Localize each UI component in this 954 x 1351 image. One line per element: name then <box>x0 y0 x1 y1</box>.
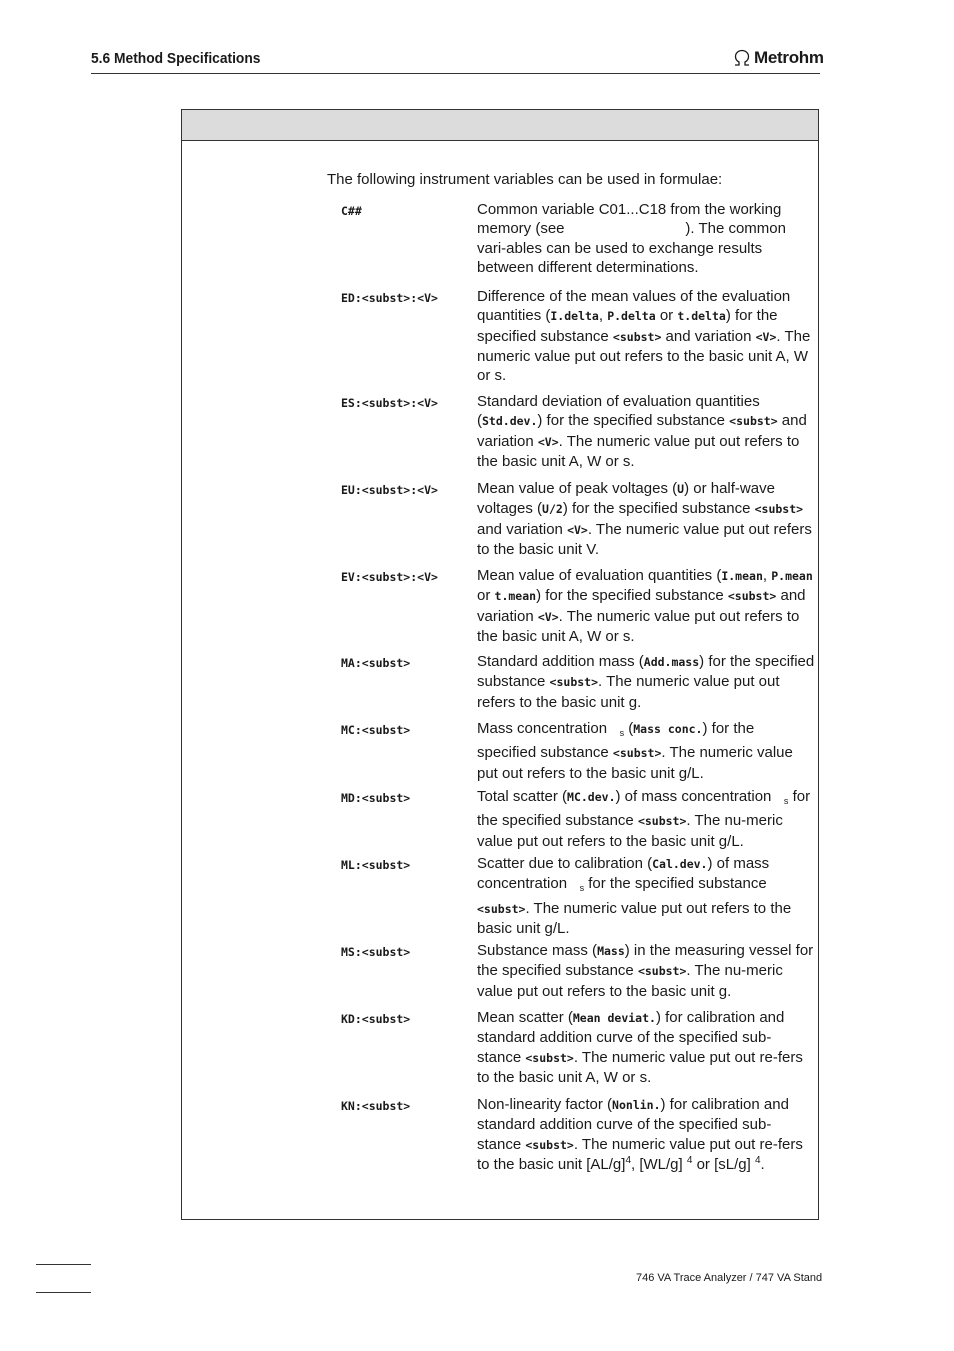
variable-description <box>477 479 815 559</box>
box-header-bar <box>182 110 818 141</box>
subscript: s <box>619 728 625 738</box>
footer-product-name: 746 VA Trace Analyzer / 747 VA Stand <box>636 1272 823 1284</box>
inline-code: <subst> <box>637 964 687 979</box>
text-run <box>569 220 686 237</box>
inline-code: P.delta <box>607 309 656 324</box>
variable-code: C## <box>341 204 362 218</box>
text-run: , <box>762 567 772 584</box>
inline-code: <subst> <box>549 675 599 690</box>
variable-code: ML:<subst> <box>341 858 411 872</box>
text-run: . The numeric value put out re-fers to the basic unit [AL/g] <box>477 1135 803 1173</box>
inline-code: <V> <box>537 434 559 449</box>
variable-description <box>477 719 815 783</box>
variable-code: MS:<subst> <box>341 945 411 959</box>
inline-code: P.mean <box>771 569 813 583</box>
inline-code: U <box>677 482 685 496</box>
superscript: 4 <box>625 1154 631 1166</box>
text-run: ( <box>624 720 634 737</box>
text-run: ) in the measuring vessel for the specified substance <box>477 942 814 980</box>
variable-description <box>477 1008 815 1087</box>
text-run: and variation <box>477 412 807 450</box>
text-run: for the specified substance <box>584 875 767 893</box>
variable-description <box>477 566 815 646</box>
text-run: and variation <box>661 327 756 345</box>
inline-code: <subst> <box>754 502 804 517</box>
inline-code: t.delta <box>677 309 726 324</box>
text-run: ) for calibration and standard addition curve of the specified sub-stance <box>477 1096 789 1153</box>
footer-rule-top <box>36 1264 91 1265</box>
inline-code: <subst> <box>612 746 662 761</box>
inline-code: I.mean <box>721 569 763 583</box>
inline-code: Cal.dev. <box>652 857 708 871</box>
text-run: Total scatter ( <box>477 788 568 805</box>
text-run: and variation <box>477 520 568 538</box>
text-run: . The numeric value put out re-fers to the basic unit A, W or s. <box>477 1048 803 1086</box>
variable-code: ES:<subst>:<V> <box>341 396 438 410</box>
text-run: . The numeric value put out refers to the basic unit g/L. <box>477 899 792 937</box>
inline-code: <subst> <box>612 329 662 344</box>
text-run: Mean scatter ( <box>477 1009 573 1026</box>
text-run: Standard addition mass ( <box>477 653 644 670</box>
inline-code: <subst> <box>727 589 777 604</box>
subscript: s <box>783 796 789 806</box>
variable-description <box>477 200 815 277</box>
text-run: or <box>655 307 678 325</box>
section-title: 5.6 Method Specifications <box>91 50 261 67</box>
text-run: ) for the specified substance <box>477 653 815 691</box>
variable-description <box>477 392 815 471</box>
text-run: . The nu-meric value put out refers to the basic unit g/L. <box>477 812 783 850</box>
intro-text: The following instrument variables can be used in formulae: <box>327 171 723 188</box>
text-run: Common variable C01...C18 from the working memory (see <box>477 201 782 238</box>
variable-code: ED:<subst>:<V> <box>341 291 438 305</box>
footer-rule-bottom <box>36 1292 91 1293</box>
text-run: ) for the specified substance <box>477 720 755 762</box>
brand-logo <box>732 48 824 68</box>
text-run: ) of mass concentration <box>477 855 770 893</box>
text-run: Non-linearity factor ( <box>477 1096 613 1113</box>
inline-code: Mass <box>597 944 625 958</box>
superscript: 4 <box>754 1154 761 1166</box>
variable-description <box>477 652 815 712</box>
text-run: or [sL/g] <box>692 1155 755 1173</box>
text-run: . The numeric value put out refers to the basic unit g/L. <box>477 744 793 782</box>
text-run: . <box>760 1155 765 1173</box>
text-run: , [WL/g] <box>631 1155 687 1173</box>
inline-code: <V> <box>755 329 777 344</box>
variable-code: KD:<subst> <box>341 1012 411 1026</box>
variable-code: KN:<subst> <box>341 1099 411 1113</box>
text-run: . The numeric value put out refers to the basic unit A, W or s. <box>477 327 811 385</box>
text-run: and variation <box>477 587 806 625</box>
inline-code: Nonlin. <box>612 1098 661 1112</box>
variable-code: MC:<subst> <box>341 723 411 737</box>
inline-code: Mass conc. <box>633 722 703 736</box>
variable-description <box>477 941 815 1001</box>
subscript: s <box>579 883 585 894</box>
text-run: ). The common vari-ables can be used to exchange results between different determinations. <box>477 220 786 276</box>
text-run: Mean value of peak voltages ( <box>477 480 678 497</box>
text-run: , <box>598 307 608 325</box>
text-run: Mean value of evaluation quantities ( <box>477 567 722 584</box>
variable-description <box>477 1095 815 1174</box>
text-run: ) of mass concentration <box>615 788 784 805</box>
variable-description <box>477 854 815 938</box>
inline-code: t.mean <box>494 589 537 604</box>
text-run: ) for the specified substance <box>562 500 755 518</box>
text-run: Substance mass ( <box>477 942 598 959</box>
omega-logo-icon <box>732 49 752 67</box>
brand-name: Metrohm <box>754 48 824 67</box>
inline-code: <subst> <box>525 1137 574 1152</box>
inline-code: Mean deviat. <box>572 1011 656 1025</box>
text-run: . The numeric value put out refers to the basic unit V. <box>477 520 812 558</box>
text-run: ) for the specified substance <box>477 307 778 345</box>
header-rule <box>91 73 820 74</box>
text-run: . The numeric value put out refers to the basic unit A, W or s. <box>477 607 800 645</box>
inline-code: U/2 <box>542 502 563 517</box>
inline-code: <subst> <box>637 814 687 829</box>
variable-code: MD:<subst> <box>341 791 411 805</box>
text-run: . The nu-meric value put out refers to the basic unit g. <box>477 962 783 1000</box>
inline-code: <V> <box>567 522 588 537</box>
text-run: ) for the specified substance <box>536 587 728 605</box>
variable-code: MA:<subst> <box>341 656 411 670</box>
text-run: ) or half-wave voltages ( <box>477 480 775 518</box>
text-run: Difference of the mean values of the evaluation quantities ( <box>477 288 791 325</box>
text-run: Standard deviation of evaluation quantities ( <box>477 393 760 430</box>
inline-code: <subst> <box>525 1050 574 1065</box>
variable-description <box>477 287 815 385</box>
variable-code: EU:<subst>:<V> <box>341 483 438 497</box>
inline-code: Add.mass <box>643 655 700 669</box>
variables-box <box>181 109 819 1220</box>
text-run: . The numeric value put out refers to the basic unit g. <box>477 673 780 711</box>
inline-code: Std.dev. <box>482 414 538 429</box>
inline-code: MC.dev. <box>567 790 616 804</box>
text-run: ) for the specified substance <box>537 412 730 430</box>
variable-code: EV:<subst>:<V> <box>341 570 438 584</box>
inline-code: <subst> <box>477 901 526 916</box>
text-run: for the specified substance <box>477 788 811 830</box>
text-run: Scatter due to calibration ( <box>477 855 653 872</box>
inline-code: <subst> <box>729 414 778 429</box>
variable-description <box>477 787 815 851</box>
text-run: Mass concentration <box>477 720 620 737</box>
text-run: or <box>477 587 495 605</box>
inline-code: <V> <box>537 609 559 624</box>
superscript: 4 <box>686 1154 693 1166</box>
text-run: ) for calibration and standard addition curve of the specified sub-stance <box>477 1009 785 1066</box>
inline-code: I.delta <box>550 309 599 324</box>
text-run: . The numeric value put out refers to the basic unit A, W or s. <box>477 432 800 470</box>
